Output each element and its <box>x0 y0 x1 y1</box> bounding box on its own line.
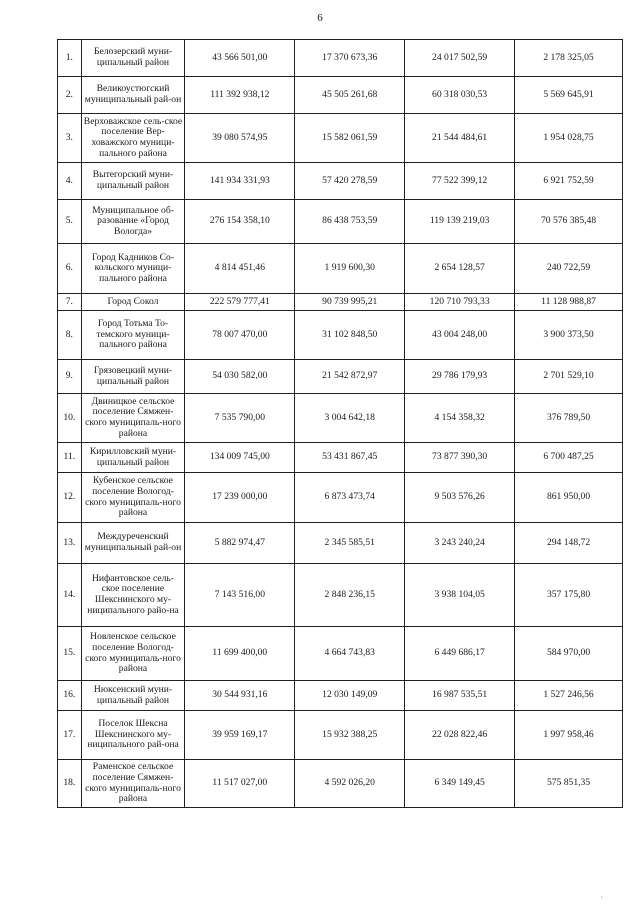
table-row <box>58 523 623 564</box>
amount-cell-2: 21 542 872,97 <box>295 360 405 394</box>
table-row <box>58 40 623 77</box>
row-number: 17. <box>58 711 82 760</box>
municipality-name: Нифантовское сель-ское поселение Шекснинского му-ниципального райо-на <box>81 564 185 627</box>
amount-cell-2: 4 664 743,83 <box>295 627 405 681</box>
amount-cell-3: 77 522 399,12 <box>405 163 515 200</box>
amount-cell-2: 4 592 026,20 <box>295 760 405 808</box>
amount-cell-3: 43 004 248,00 <box>405 311 515 360</box>
amount-cell-3: 3 938 104,05 <box>405 564 515 627</box>
municipality-name: Двиницкое сельское поселение Сямжен-ского муниципаль-ного района <box>81 394 185 443</box>
table-body <box>58 40 623 808</box>
amount-cell-4: 1 954 028,75 <box>515 114 623 163</box>
table-row <box>58 443 623 473</box>
amount-cell-4: 584 970,00 <box>515 627 623 681</box>
amount-cell-2: 12 030 149,09 <box>295 681 405 711</box>
table-row <box>58 360 623 394</box>
amount-cell-1: 134 009 745,00 <box>185 443 295 473</box>
corner-mark: , <box>601 893 603 899</box>
table-row <box>58 114 623 163</box>
amount-cell-3: 6 449 686,17 <box>405 627 515 681</box>
table-row <box>58 200 623 244</box>
amount-cell-4: 861 950,00 <box>515 473 623 523</box>
amount-cell-1: 4 814 451,46 <box>185 244 295 294</box>
municipality-name: Новленское сельское поселение Вологод-ского муниципаль-ного района <box>81 627 185 681</box>
municipality-name: Кирилловский муни-ципальный район <box>81 443 185 473</box>
row-number: 13. <box>58 523 82 564</box>
table-row <box>58 294 623 311</box>
amount-cell-4: 376 789,50 <box>515 394 623 443</box>
amount-cell-2: 17 370 673,36 <box>295 40 405 77</box>
amount-cell-1: 141 934 331,93 <box>185 163 295 200</box>
amount-cell-1: 39 080 574,95 <box>185 114 295 163</box>
municipality-name: Раменское сельское поселение Сямжен-ского муниципаль-ного района <box>81 760 185 808</box>
amount-cell-4: 6 921 752,59 <box>515 163 623 200</box>
table-row <box>58 244 623 294</box>
table-row <box>58 760 623 808</box>
amount-cell-1: 43 566 501,00 <box>185 40 295 77</box>
amount-cell-2: 57 420 278,59 <box>295 163 405 200</box>
amount-cell-2: 2 345 585,51 <box>295 523 405 564</box>
amount-cell-2: 3 004 642,18 <box>295 394 405 443</box>
amount-cell-3: 3 243 240,24 <box>405 523 515 564</box>
amount-cell-3: 29 786 179,93 <box>405 360 515 394</box>
municipality-name: Белозерский муни-ципальный район <box>81 40 185 77</box>
amount-cell-4: 3 900 373,50 <box>515 311 623 360</box>
amount-cell-2: 90 739 995,21 <box>295 294 405 311</box>
table-row <box>58 627 623 681</box>
table-row <box>58 564 623 627</box>
amount-cell-4: 1 997 958,46 <box>515 711 623 760</box>
amount-cell-1: 17 239 000,00 <box>185 473 295 523</box>
amount-cell-1: 54 030 582,00 <box>185 360 295 394</box>
amount-cell-3: 73 877 390,30 <box>405 443 515 473</box>
municipality-name: Кубенское сельское поселение Вологод-ского муниципаль-ного района <box>81 473 185 523</box>
amount-cell-3: 119 139 219,03 <box>405 200 515 244</box>
amount-cell-3: 6 349 149,45 <box>405 760 515 808</box>
amount-cell-4: 11 128 988,87 <box>515 294 623 311</box>
amount-cell-4: 240 722,59 <box>515 244 623 294</box>
amount-cell-3: 2 654 128,57 <box>405 244 515 294</box>
amount-cell-1: 222 579 777,41 <box>185 294 295 311</box>
row-number: 15. <box>58 627 82 681</box>
municipality-name: Муниципальное об-разование «Город Вологда» <box>81 200 185 244</box>
municipality-name: Город Кадников Со-кольского муници-пального района <box>81 244 185 294</box>
amount-cell-2: 2 848 236,15 <box>295 564 405 627</box>
row-number: 4. <box>58 163 82 200</box>
row-number: 9. <box>58 360 82 394</box>
budget-allocation-table <box>57 39 623 808</box>
amount-cell-2: 45 505 261,68 <box>295 77 405 114</box>
row-number: 5. <box>58 200 82 244</box>
amount-cell-3: 24 017 502,59 <box>405 40 515 77</box>
table-row <box>58 473 623 523</box>
amount-cell-4: 294 148,72 <box>515 523 623 564</box>
amount-cell-2: 86 438 753,59 <box>295 200 405 244</box>
amount-cell-1: 30 544 931,16 <box>185 681 295 711</box>
municipality-name: Город Тотьма То-темского муници-пального района <box>81 311 185 360</box>
amount-cell-1: 7 143 516,00 <box>185 564 295 627</box>
amount-cell-1: 276 154 358,10 <box>185 200 295 244</box>
amount-cell-4: 2 701 529,10 <box>515 360 623 394</box>
municipality-name: Междуреченский муниципальный рай-он <box>81 523 185 564</box>
row-number: 7. <box>58 294 82 311</box>
municipality-name: Грязовецкий муни-ципальный район <box>81 360 185 394</box>
row-number: 3. <box>58 114 82 163</box>
municipality-name: Город Сокол <box>81 294 185 311</box>
amount-cell-3: 9 503 576,26 <box>405 473 515 523</box>
amount-cell-3: 21 544 484,61 <box>405 114 515 163</box>
table-row <box>58 163 623 200</box>
amount-cell-1: 11 699 400,00 <box>185 627 295 681</box>
table-row <box>58 681 623 711</box>
amount-cell-2: 15 932 388,25 <box>295 711 405 760</box>
table-row <box>58 711 623 760</box>
amount-cell-2: 53 431 867,45 <box>295 443 405 473</box>
municipality-name: Нюксенский муни-ципальный район <box>81 681 185 711</box>
amount-cell-4: 5 569 645,91 <box>515 77 623 114</box>
amount-cell-1: 78 007 470,00 <box>185 311 295 360</box>
amount-cell-1: 111 392 938,12 <box>185 77 295 114</box>
amount-cell-3: 16 987 535,51 <box>405 681 515 711</box>
row-number: 10. <box>58 394 82 443</box>
amount-cell-3: 4 154 358,32 <box>405 394 515 443</box>
amount-cell-4: 1 527 246,56 <box>515 681 623 711</box>
row-number: 16. <box>58 681 82 711</box>
row-number: 6. <box>58 244 82 294</box>
page-number: 6 <box>317 12 323 24</box>
amount-cell-2: 15 582 061,59 <box>295 114 405 163</box>
amount-cell-2: 6 873 473,74 <box>295 473 405 523</box>
table-row <box>58 311 623 360</box>
amount-cell-1: 5 882 974,47 <box>185 523 295 564</box>
row-number: 12. <box>58 473 82 523</box>
municipality-name: Верховажское сель-ское поселение Вер-ховажского муници-пального района <box>81 114 185 163</box>
amount-cell-4: 70 576 385,48 <box>515 200 623 244</box>
amount-cell-4: 575 851,35 <box>515 760 623 808</box>
amount-cell-4: 357 175,80 <box>515 564 623 627</box>
table-row <box>58 394 623 443</box>
amount-cell-1: 11 517 027,00 <box>185 760 295 808</box>
row-number: 2. <box>58 77 82 114</box>
amount-cell-2: 31 102 848,50 <box>295 311 405 360</box>
row-number: 11. <box>58 443 82 473</box>
amount-cell-4: 2 178 325,05 <box>515 40 623 77</box>
amount-cell-1: 7 535 790,00 <box>185 394 295 443</box>
amount-cell-4: 6 700 487,25 <box>515 443 623 473</box>
row-number: 18. <box>58 760 82 808</box>
row-number: 1. <box>58 40 82 77</box>
amount-cell-2: 1 919 600,30 <box>295 244 405 294</box>
amount-cell-3: 22 028 822,46 <box>405 711 515 760</box>
amount-cell-3: 60 318 030,53 <box>405 77 515 114</box>
row-number: 14. <box>58 564 82 627</box>
row-number: 8. <box>58 311 82 360</box>
municipality-name: Великоустюгский муниципальный рай-он <box>81 77 185 114</box>
table-row <box>58 77 623 114</box>
municipality-name: Поселок Шексна Шекснинского му-ниципального рай-она <box>81 711 185 760</box>
municipality-name: Вытегорский муни-ципальный район <box>81 163 185 200</box>
amount-cell-1: 39 959 169,17 <box>185 711 295 760</box>
amount-cell-3: 120 710 793,33 <box>405 294 515 311</box>
